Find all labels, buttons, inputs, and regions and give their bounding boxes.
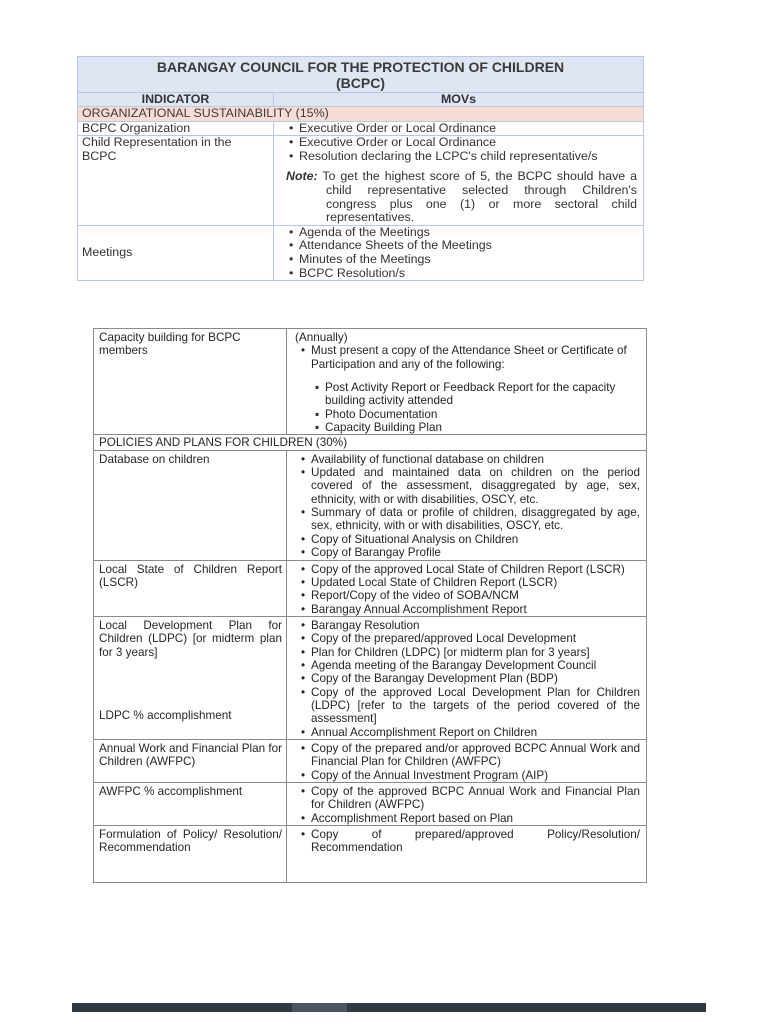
list-item: • Agenda meeting of the Barangay Development Council <box>311 659 640 672</box>
list-item: • Copy of the approved BCPC Annual Work and Financial Plan for Children (AWFPC) <box>311 785 640 812</box>
list-item: • Copy of the Annual Investment Program (AIP) <box>311 769 640 782</box>
footer-bar-right <box>347 1003 706 1012</box>
list-item: • Updated and maintained data on children on the period covered of the assessment, disaggregated by age, sex, ethnicity, with or with disabilities, OSCY, etc. <box>311 466 640 506</box>
table-row <box>94 560 647 616</box>
indicator-ldpc-accomplishment: LDPC % accomplishment <box>99 708 232 722</box>
list-item: • Copy of the approved Local State of Children Report (LSCR) <box>311 563 640 576</box>
list-item: • Copy of the prepared and/or approved BCPC Annual Work and Financial Plan for Children (AWFPC) <box>311 742 640 769</box>
movs-cell <box>274 136 644 226</box>
note-text: To get the highest score of 5, the BCPC should have a child representative selected through Children's congress plus one (1) or more sectoral child representatives. <box>322 169 638 225</box>
table-row <box>94 739 647 782</box>
list-item: • Executive Order or Local Ordinance <box>299 122 637 136</box>
movs-cell <box>274 225 644 280</box>
list-item: • Barangay Annual Accomplishment Report <box>311 603 640 616</box>
table-row <box>94 329 647 435</box>
indicator-cell: Capacity building for BCPC members <box>94 329 287 435</box>
list-item: • Copy of the prepared/approved Local Development <box>311 632 640 645</box>
table-row <box>94 616 647 739</box>
indicator-cell <box>94 616 287 739</box>
movs-cell <box>287 826 647 883</box>
annually-note: (Annually) <box>295 331 348 344</box>
list-item: • Agenda of the Meetings <box>299 226 637 240</box>
footer-bar-middle <box>292 1003 347 1012</box>
movs-cell <box>287 450 647 560</box>
list-item: • Minutes of the Meetings <box>299 253 637 267</box>
indicator-cell: Database on children <box>94 450 287 560</box>
indicator-ldpc: Local Development Plan for Children (LDPC) [or midterm plan for 3 years] <box>99 618 282 659</box>
list-item: • Resolution declaring the LCPC's child representative/s <box>299 150 637 164</box>
table-row <box>94 450 647 560</box>
movs-cell <box>274 121 644 136</box>
footer-bar <box>72 1003 706 1012</box>
list-item: • Barangay Resolution <box>311 619 640 632</box>
list-item: • Accomplishment Report based on Plan <box>311 812 640 825</box>
indicator-cell: AWFPC % accomplishment <box>94 783 287 826</box>
note-label: Note: <box>286 169 318 184</box>
movs-cell <box>287 739 647 782</box>
list-item: • Summary of data or profile of children, disaggregated by age, sex, ethnicity, with or with disabilities, OSCY, etc. <box>311 506 640 533</box>
table-row <box>78 136 644 226</box>
policies-table <box>93 328 647 883</box>
list-item: • Copy of Situational Analysis on Children <box>311 533 640 546</box>
list-item: ▪ Photo Documentation <box>325 408 640 421</box>
indicator-cell: BCPC Organization <box>78 121 274 136</box>
list-item: • Must present a copy of the Attendance Sheet or Certificate of Participation and any of the following: <box>311 344 640 371</box>
list-item: • Executive Order or Local Ordinance <box>299 136 637 150</box>
list-item: • Plan for Children (LDPC) [or midterm plan for 3 years] <box>311 646 640 659</box>
footer-bar-left <box>72 1003 292 1012</box>
table-row <box>78 121 644 136</box>
table-row <box>94 826 647 883</box>
indicator-cell: Child Representation in the BCPC <box>78 136 274 226</box>
list-item: ▪ Capacity Building Plan <box>325 421 640 434</box>
table-row <box>78 225 644 280</box>
list-item: • Copy of the Barangay Development Plan (BDP) <box>311 672 640 685</box>
list-item: • Updated Local State of Children Report (LSCR) <box>311 576 640 589</box>
list-item: • Availability of functional database on children <box>311 453 640 466</box>
list-item: • Annual Accomplishment Report on Children <box>311 726 640 739</box>
list-item: • Copy of the approved Local Development Plan for Children (LDPC) [refer to the targets of the period covered of the assessment] <box>311 686 640 726</box>
movs-cell <box>287 616 647 739</box>
list-item: • Attendance Sheets of the Meetings <box>299 239 637 253</box>
list-item: ▪ Post Activity Report or Feedback Report for the capacity building activity attended <box>325 381 640 408</box>
movs-cell <box>287 329 647 435</box>
indicator-cell: Annual Work and Financial Plan for Children (AWFPC) <box>94 739 287 782</box>
list-item: • Copy of Barangay Profile <box>311 546 640 559</box>
movs-cell <box>287 783 647 826</box>
indicator-cell: Local State of Children Report (LSCR) <box>94 560 287 616</box>
table-row <box>94 783 647 826</box>
indicator-cell: Meetings <box>78 225 274 280</box>
section-organizational-sustainability: ORGANIZATIONAL SUSTAINABILITY (15%) <box>78 107 644 122</box>
bcpc-table <box>77 56 644 281</box>
header-indicator: INDICATOR <box>78 93 274 107</box>
list-item: • Copy of prepared/approved Policy/Resolution/ Recommendation <box>311 828 640 855</box>
title-line-1: BARANGAY COUNCIL FOR THE PROTECTION OF CHILDREN <box>156 59 565 75</box>
section-policies-and-plans: POLICIES AND PLANS FOR CHILDREN (30%) <box>94 435 647 450</box>
note <box>286 170 637 224</box>
list-item: • BCPC Resolution/s <box>299 267 637 281</box>
movs-cell <box>287 560 647 616</box>
list-item: • Report/Copy of the video of SOBA/NCM <box>311 589 640 602</box>
header-movs: MOVs <box>274 93 644 107</box>
table-title <box>78 57 644 93</box>
indicator-cell: Formulation of Policy/ Resolution/ Recommendation <box>94 826 287 883</box>
title-line-2: (BCPC) <box>336 75 385 91</box>
